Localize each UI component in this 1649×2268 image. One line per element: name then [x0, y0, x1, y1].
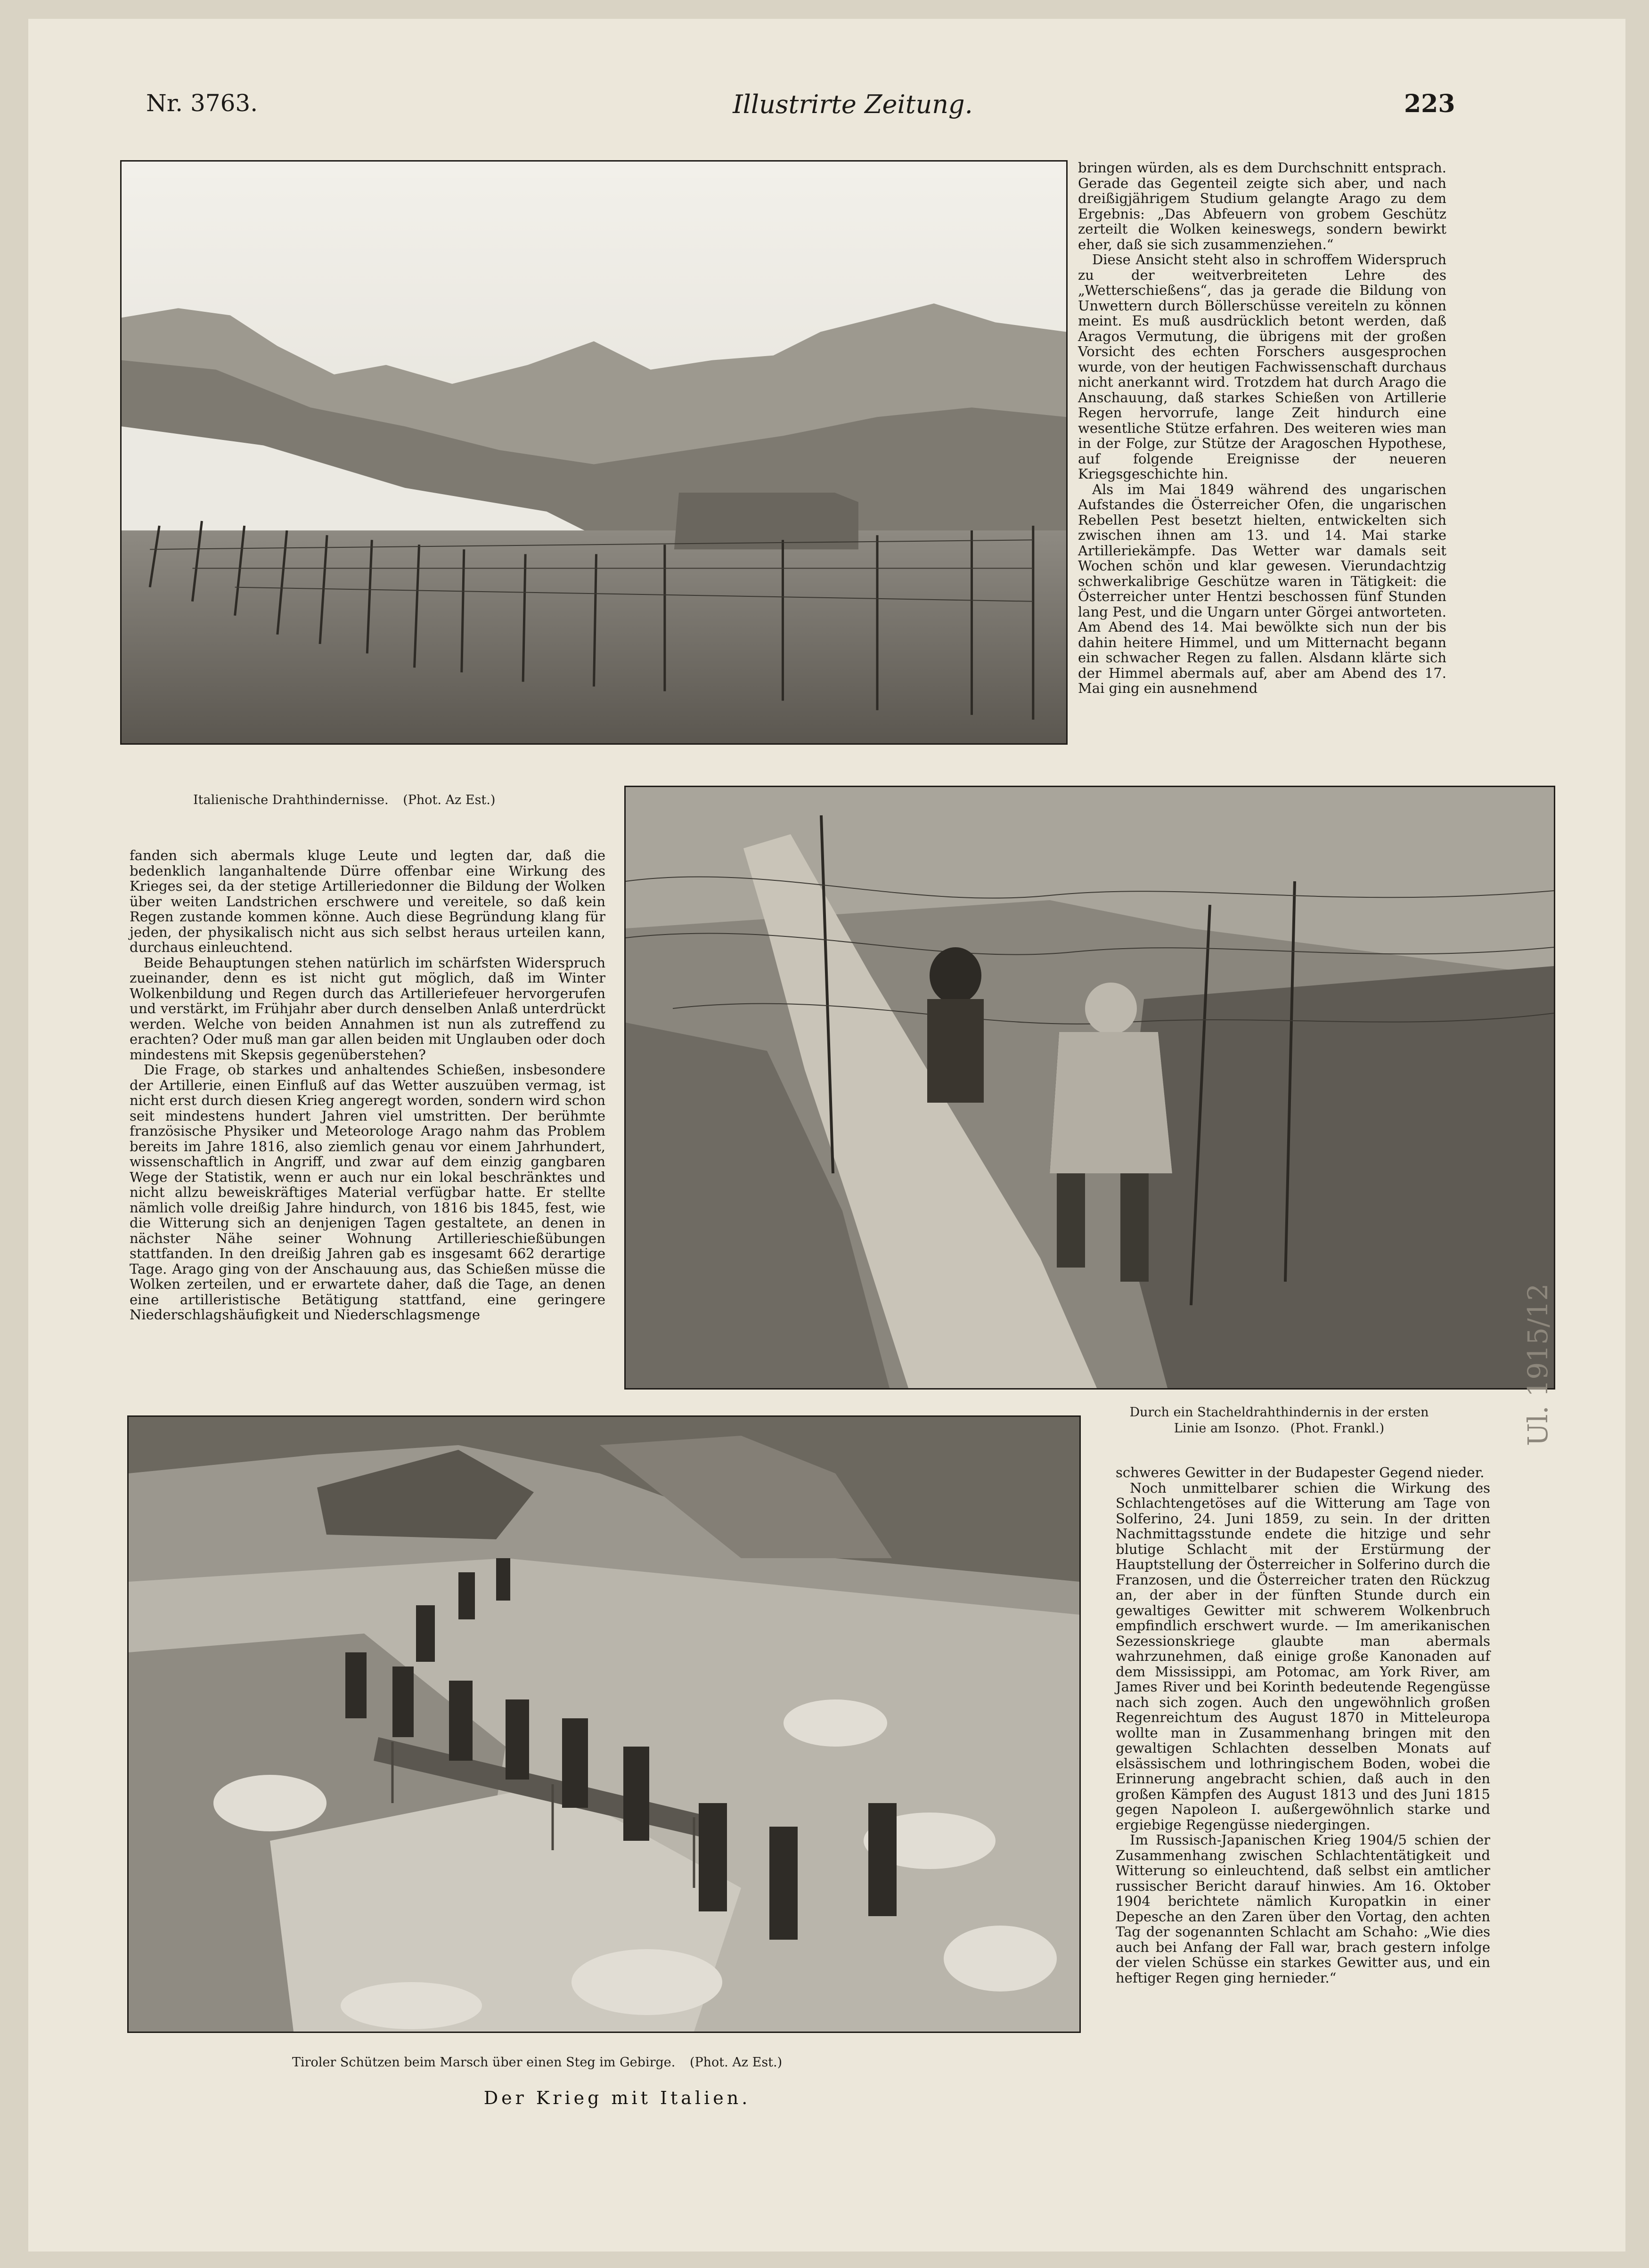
paragraph: bringen würden, als es dem Durchschnitt entsprach. Gerade das Gegenteil zeigte sich aber, und nach dreißigjährigem Studium gelangte Arago zu dem Ergebnis: „Das Abfeuern von grobem Geschütz zerteilt die Wolken keineswegs, sondern bewirkt eher, daß sie sich zusammenziehen.“: [1078, 160, 1446, 252]
text-column-left-middle: [130, 848, 605, 1323]
caption-top-photo: [193, 793, 495, 807]
photo-wire-obstacles: [120, 160, 1068, 745]
photo-tyrolean-rifles: [127, 1415, 1081, 2033]
paragraph: Diese Ansicht steht also in schroffem Widerspruch zu der weitverbreiteten Lehre des „Wetterschießens“, das ja gerade die Bildung von Unwettern durch Böllerschüsse vereiteln zu können meint. Es muß ausdrücklich betont werden, daß Aragos Vermutung, die übrigens mit der großen Vorsicht des echten Forschers ausgesprochen wurde, von der heutigen Fachwissenschaft durchaus nicht anerkannt wird. Trotzdem hat durch Arago die Anschauung, daß starkes Schießen von Artillerie Regen hervorrufe, lange Zeit hindurch eine wesentliche Stütze erfahren. Des weiteren wies man in der Folge, zur Stütze der Aragoschen Hypothese, auf folgende Ereignisse der neueren Kriegsgeschichte hin.: [1078, 252, 1446, 482]
paragraph: Noch unmittelbarer schien die Wirkung des Schlachtengetöses auf die Witterung am Tage von Solferino, 24. Juni 1859, zu sein. In der dritten Nachmittagsstunde endete die hitzige und sehr blutige Schlacht mit der Erstürmung der Hauptstellung der Österreicher in Solferino durch die Franzosen, und die Österreicher traten den Rückzug an, der aber in der fünften Stunde durch ein gewaltiges Gewitter mit schwerem Wolkenbruch empfindlich erschwert wurde. — Im amerikanischen Sezessionskriege glaubte man abermals wahrzunehmen, daß einige große Kanonaden auf dem Mississippi, am Potomac, am York River, am James River und bei Korinth bedeutende Regengüsse nach sich zogen. Auch den ungewöhnlich großen Regenreichtum des August 1870 in Mitteleuropa wollte man in Zusammenhang bringen mit den gewaltigen Schlachten desselben Monats auf elsässischem und lothringischem Boden, wobei die Erinnerung angebracht schien, daß auch in den großen Kämpfen des August 1813 und des Juni 1815 gegen Napoleon I. außergewöhnlich starke und ergiebige Regengüsse niedergingen.: [1116, 1479, 1490, 1833]
paragraph: fanden sich abermals kluge Leute und legten dar, daß die bedenklich langanhaltende Dürre offenbar eine Wirkung des Krieges sei, da der stetige Artilleriedonner die Bildung der Wolken über weiten Landstrichen erschwere und vereitele, so daß kein Regen zustande kommen könne. Auch diese Begründung klang für jeden, der physikalisch nicht aus sich selbst heraus urteilen kann, durchaus einleuchtend.: [130, 847, 605, 955]
article-title: Der Krieg mit Italien.: [483, 2088, 751, 2108]
caption-middle-credit: (Phot. Frankl.): [1290, 1421, 1385, 1436]
text-column-right-top: [1078, 160, 1446, 696]
paragraph: Beide Behauptungen stehen natürlich im schärfsten Widerspruch zueinander, denn es ist nicht gut möglich, daß im Winter Wolkenbildung und Regen durch das Artilleriefeuer hervorgerufen und verstärkt, im Frühjahr aber durch denselben Anlaß unterdrückt werden. Welche von beiden Annahmen ist nun als zutreffend zu erachten? Oder muß man gar allen beiden mit Unglauben oder doch mindestens mit Skepsis gegenüberstehen?: [130, 954, 605, 1063]
pencil-annotation: Ul. 1915/12: [1522, 1283, 1554, 1446]
photo-barbed-wire: [624, 786, 1555, 1390]
paragraph: Die Frage, ob starkes und anhaltendes Schießen, insbesondere der Artillerie, einen Einfluß auf das Wetter auszuüben vermag, ist nicht erst durch diesen Krieg angeregt worden, sondern wird schon seit mindestens hundert Jahren viel umstritten. Der berühmte französische Physiker und Meteorologe Arago nahm das Problem bereits im Jahre 1816, also ziemlich genau vor einem Jahrhundert, wissenschaftlich in Angriff, und zwar auf dem einzig gangbaren Wege der Statistik, wenn er auch nur ein lokal beschränktes und nicht allzu beweiskräftiges Material verfügbar hatte. Er stellte nämlich volle dreißig Jahre hindurch, von 1816 bis 1845, fest, wie die Witterung sich an denjenigen Tagen gestaltete, an denen in nächster Nähe seiner Wohnung Artillerieschießübungen stattfanden. In den dreißig Jahren gab es insgesamt 662 derartige Tage. Arago ging von der Anschauung aus, das Schießen müsse die Wolken zerteilen, und er erwartete daher, daß die Tage, an denen eine artilleristische Betätigung stattfand, eine geringere Niederschlagshäufigkeit und Niederschlagsmenge: [130, 1062, 605, 1323]
caption-middle-text: Durch ein Stacheldrahthindernis in der ersten Linie am Isonzo.: [1129, 1405, 1429, 1436]
caption-bottom-photo: [292, 2055, 782, 2070]
newspaper-page: [28, 19, 1625, 2252]
caption-bottom-text: Tiroler Schützen beim Marsch über einen Steg im Gebirge.: [292, 2055, 676, 2070]
paragraph: Im Russisch-Japanischen Krieg 1904/5 schien der Zusammenhang zwischen Schlachtentätigkeit und Witterung so einleuchtend, daß selbst ein amtlicher russischer Bericht darauf hinwies. Am 16. Oktober 1904 berichtete nämlich Kuropatkin in einer Depesche an den Zaren über den Vortag, den achten Tag der sogenannten Schlacht am Schaho: „Wie dies auch bei Anfang der Fall war, brach gestern infolge der vielen Schüsse ein starkes Gewitter aus, und ein heftiger Regen ging hernieder.“: [1116, 1832, 1490, 1986]
issue-number: Nr. 3763.: [146, 89, 258, 117]
journal-title: Illustrirte Zeitung.: [733, 89, 973, 119]
text-column-right-bottom: [1116, 1465, 1490, 1985]
caption-top-credit: (Phot. Az Est.): [403, 793, 496, 807]
page-number: 223: [1404, 89, 1455, 118]
paragraph: schweres Gewitter in der Budapester Gegend nieder.: [1116, 1464, 1485, 1480]
caption-top-text: Italienische Drahthindernisse.: [193, 793, 389, 807]
caption-middle-photo: [1112, 1405, 1446, 1437]
paragraph: Als im Mai 1849 während des ungarischen Aufstandes die Österreicher Ofen, die ungarischen Rebellen Pest besetzt hielten, entwickelten sich zwischen ihnen am 13. und 14. Mai starke Artilleriekämpfe. Das Wetter war damals seit Wochen schön und klar gewesen. Vierundachtzig schwerkalibrige Geschütze waren in Tätigkeit: die Österreicher unter Hentzi beschossen fünf Stunden lang Pest, und die Ungarn unter Görgei antworteten. Am Abend des 14. Mai bewölkte sich nun der bis dahin heitere Himmel, und um Mitternacht begann ein schwacher Regen zu fallen. Alsdann klärte sich der Himmel abermals auf, aber am Abend des 17. Mai ging ein ausnehmend: [1078, 481, 1446, 696]
caption-bottom-credit: (Phot. Az Est.): [689, 2055, 783, 2070]
